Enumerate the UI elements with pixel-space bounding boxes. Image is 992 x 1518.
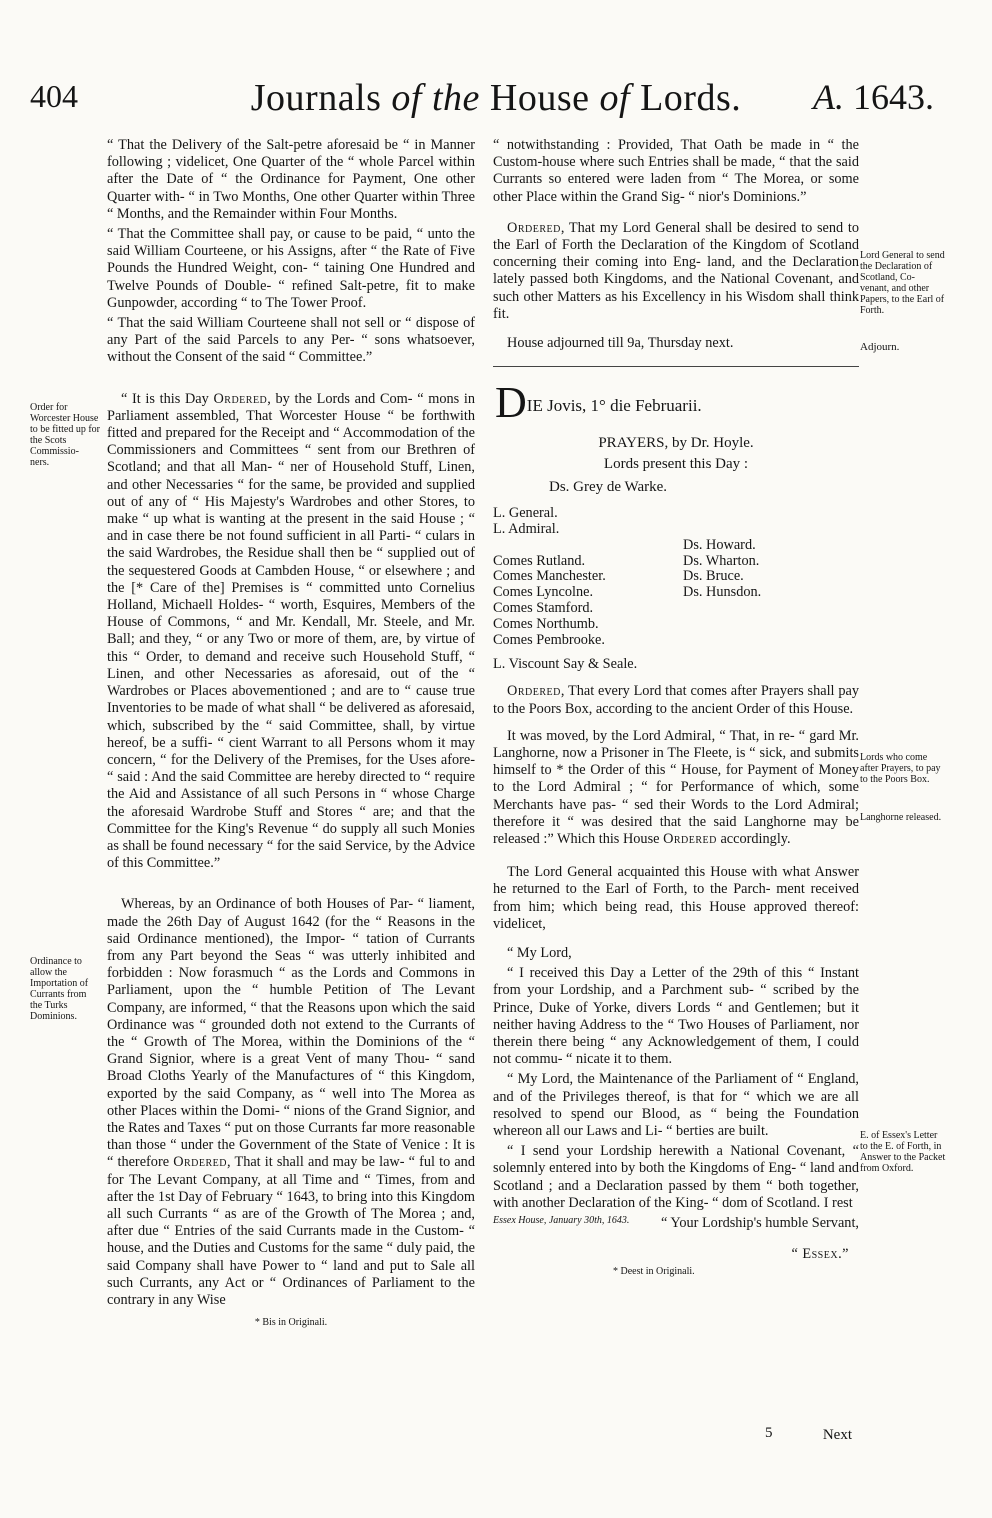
margin-note-currants: Ordinance to allow the Importation of Currants from the Turks Dominions. bbox=[30, 956, 89, 1022]
letter-paragraph: “ My Lord, the Maintenance of the Parliament of “ England, and of the Privileges thereof, is that for “ which we are all resolved to spend our Blood, as “ being the Foundation whereon all our Laws and Li- “ berties are built. bbox=[493, 1071, 859, 1140]
section-divider bbox=[493, 366, 859, 367]
catchword: Next bbox=[822, 1427, 852, 1443]
margin-note-lord-general: Lord General to send the Declaration of Scotland, Co- venant, and other Papers, to the Earl of Forth. bbox=[860, 250, 945, 316]
footnote: * Bis in Originali. bbox=[254, 1317, 328, 1329]
left-column bbox=[107, 137, 475, 1328]
paragraph-langhorne: It was moved, by the Lord Admiral, “ That, in re- “ gard Mr. Langhorne, now a Prisoner in The Fleete, is “ sick, and submits himself to * the Order of this “ House, for Payment of Money to the Lord Admiral ; “ for Performance of which, some Merchants have pas- “ sed their Words to the Lord Admiral; therefore it “ was desired that the said Langhorne may be released :” Which this House Ordered accordingly. bbox=[493, 727, 859, 848]
lord-entry: Comes Lyncolne. bbox=[493, 584, 594, 601]
letter-paragraph: “ I send your Lordship herewith a National Covenant, “ solemnly entered into by both the Kingdoms of Eng- “ land and Scotland ; and a Declaration passed by them “ both together, with another Declaration of the King- “ dom of Scotland. I rest bbox=[493, 1143, 859, 1211]
title-word: House bbox=[489, 77, 590, 119]
paragraph: “ That the said William Courteene shall not sell or “ dispose of any Part of the said Parcels to any Per- “ sons whatsoever, without the Consent of the said “ Committee.” bbox=[107, 315, 475, 366]
year bbox=[813, 76, 934, 118]
lord-grey: Ds. Grey de Warke. bbox=[549, 479, 668, 496]
paragraph-lord-general-order: Ordered, That my Lord General shall be desired to send to the Earl of Forth the Declaration of the Kingdom of Scotland concerning their coming into Eng- land, and the Declaration lately passed both Kingdoms, and the National Covenant, and such other Matters as his Excellency in his Wisdom shall think fit. bbox=[493, 219, 859, 322]
paragraph: “ That the Committee shall pay, or cause to be paid, “ unto the said William Courteene, or his Assigns, after “ the Rate of Five Pounds the Hundred Weight, con- “ taining One Hundred and Twelve Pounds of Double- “ refined Salt-petre, fit to make Gunpowder, according “ to The Tower Proof. bbox=[107, 226, 475, 311]
paragraph: “ notwithstanding : Provided, That Oath be made in “ the Custom-house where such Entries shall be made, “ that the said Currants so entered were laden from “ The Morea, or some other Place within the Grand Sig- “ nior's Dominions.” bbox=[493, 137, 859, 205]
margin-note-langhorne: Langhorne released. bbox=[860, 812, 942, 823]
lords-column-1 bbox=[493, 506, 683, 648]
letter-paragraph: “ I received this Day a Letter of the 29th of this “ Instant from your Lordship, and a Parchment sub- “ scribed by the Prince, Duke of Yorke, divers Lords “ and Gentlemen; but it neither having Address to the “ Two Houses of Parliament, nor therein there being “ any Acknowledgement of them, I could not commu- “ nicate it to them. bbox=[493, 965, 859, 1068]
lord-entry: Ds. Howard. bbox=[683, 536, 756, 553]
lord-entry: L. General. bbox=[493, 505, 558, 522]
margin-note-essex-letter: E. of Essex's Letter to the E. of Forth, in Answer to the Packet from Oxford. bbox=[860, 1130, 946, 1174]
prayers-line: PRAYERS, by Dr. Hoyle. bbox=[598, 435, 754, 452]
lord-entry bbox=[493, 538, 683, 554]
lord-entry: Ds. Bruce. bbox=[683, 568, 744, 585]
paragraph-lord-general-answer: The Lord General acquainted this House with what Answer he returned to the Earl of Forth, to the Parch- ment received from him; which being read, this House approved thereof: videlicet, bbox=[493, 864, 859, 932]
lord-entry: Comes Pembrooke. bbox=[493, 631, 605, 648]
margin-note-adjourn: Adjourn. bbox=[860, 341, 900, 353]
lord-entry bbox=[683, 522, 853, 538]
paragraph-worcester-order: “ It is this Day Ordered, by the Lords and Com- “ mons in Parliament assembled, That Worcester House “ be forthwith fitted and prepared for the Receipt and “ Accommodation of the Commissioners and Committees “ sent from our Brethren of Scotland; and that all Man- “ ner of Household Stuff, Linen, and other Necessaries “ for the same, be provided and supplied out of any of “ His Majesty's Wardrobes and other Stores, to make “ up what is wanting at the present in the said House ; “ and in case there be not found sufficient in all Parti- “ culars in the said Wardrobes, the Residue shall then be “ supplied out of the sequestered Goods at Cambden House, “ or elsewhere ; and the [* Care of the] Premises is “ committed unto Cornelius Holland, Michaell Holdes- “ worth, Esquires, Members of the House of Commons, “ and Mr. Kendall, Mr. Steele, and Mr. Ball; and they, “ or any Two or more of them, are, by virtue of this “ Order, to demand and receive such Household Stuff, “ Linen, and other Necessaries as aforesaid, out of the “ Wardrobes or Places abovementioned ; and are to “ cause true Inventories to be made of what shall “ be delivered as aforesaid, which, subscribed by the “ said Committee, shall, by virtue hereof, be a suffi- “ cient Warrant to all Persons whom it may concern, “ for the Delivery of the Premises, for the Uses afore- “ said : And the said Committee are hereby directed to “ require the Aid and Assistance of all such Persons in “ whose Charge the aforesaid Wardrobe Stuff and Stores “ are; and that the Committee for the King's Revenue “ do supply all such Monies as shall be found necessary “ for the said Service, by the Advice of this Committee.” bbox=[107, 390, 475, 872]
title-word: of bbox=[599, 77, 631, 119]
letter-signoff: Essex House, January 30th, 1643. “ Your Lordship's humble Servant, bbox=[493, 1215, 859, 1232]
lords-present-heading: Lords present this Day : bbox=[603, 456, 749, 473]
title-word: of bbox=[391, 77, 422, 119]
footnote: * Deest in Originali. bbox=[613, 1266, 695, 1278]
letter-salutation: “ My Lord, bbox=[507, 945, 572, 962]
year-a: A. bbox=[813, 77, 844, 117]
margin-note-worcester: Order for Worcester House to be fitted up for the Scots Commissio- ners. bbox=[30, 402, 100, 468]
lord-entry: Comes Rutland. bbox=[493, 552, 586, 569]
title-word: the bbox=[431, 77, 480, 119]
page-number: 404 bbox=[30, 78, 78, 114]
paragraph-poors-box: Ordered, That every Lord that comes after Prayers shall pay to the Poors Box, according to the ancient Order of this House. bbox=[493, 683, 859, 717]
lord-entry bbox=[683, 506, 853, 522]
lord-viscount: L. Viscount Say & Seale. bbox=[493, 656, 638, 673]
letter-signature: “ Essex.” bbox=[791, 1246, 849, 1263]
margin-note-poors-box: Lords who come after Prayers, to pay to the Poors Box. bbox=[860, 752, 941, 785]
year-b: 1643. bbox=[853, 77, 934, 117]
drop-initial: D bbox=[495, 378, 527, 428]
lord-entry: L. Admiral. bbox=[493, 521, 560, 538]
lords-column-2 bbox=[683, 506, 853, 648]
day-heading: DIE Jovis, 1° die Februarii. bbox=[495, 378, 702, 428]
lord-entry: Ds. Wharton. bbox=[683, 552, 760, 569]
title-word: Lords. bbox=[640, 77, 742, 119]
lord-entry: Ds. Hunsdon. bbox=[683, 584, 762, 601]
lord-entry: Comes Manchester. bbox=[493, 568, 606, 585]
right-column bbox=[493, 137, 859, 1277]
paragraph: “ That the Delivery of the Salt-petre aforesaid be “ in Manner following ; videlicet, One Quarter of the “ whole Parcel within after the Date of “ the Ordinance for Payment, One other Quarter with- “ in Two Months, One other Quarter within Three “ Months, and the Remainder within Four Months. bbox=[107, 137, 475, 222]
letter-place-date: Essex House, January 30th, 1643. bbox=[493, 1215, 630, 1227]
lord-entry: Comes Stamford. bbox=[493, 600, 594, 617]
lord-entry: Comes Northumb. bbox=[493, 615, 599, 632]
title-word: Journals bbox=[250, 77, 382, 119]
page-header bbox=[0, 70, 992, 130]
lords-list bbox=[493, 506, 859, 648]
adjournment-line: House adjourned till 9a, Thursday next. bbox=[507, 335, 734, 352]
paragraph-currants-ordinance: Whereas, by an Ordinance of both Houses of Par- “ liament, made the 26th Day of August 1642 (for the “ Reasons in the said Ordinance mentioned), the Impor- “ tation of Currants from any Part beyond the Seas “ was utterly inhibited and forbidden : Now forasmuch “ as the Lords and Commons in Parliament, upon the “ humble Petition of The Levant Company, are informed, “ that the Reasons upon which the said Ordinance was “ grounded doth not extend to the Currants of the “ Growth of The Morea, within the Dominions of the “ Grand Signior, where is a great Vent of many Thou- “ sand Broad Cloths Yearly of the Manufactures of “ this Kingdom, exported by the said Company, as “ well into The Morea as other Places within the Domi- “ nions of the Grand Signior, and the Rates and Taxes “ put on those Currants far more reasonable than those “ under the Government of the State of Venice : It is “ therefore Ordered, That it shall and may be law- “ ful to and for The Levant Company, at all Time and “ Times, from and after the 1st Day of February “ 1643, to bring into this Kingdom all such Currants “ as are of the Growth of The Morea ; and, after due “ Entries of the said Currants made in the Custom- “ house, and the Duties and Customs for the same “ duly paid, the said Company shall have Power to “ land and put to Sale all such Currants, any Act or “ Ordinances of Parliament to the contrary in any Wise bbox=[107, 896, 475, 1308]
signature-mark: 5 bbox=[765, 1425, 773, 1441]
